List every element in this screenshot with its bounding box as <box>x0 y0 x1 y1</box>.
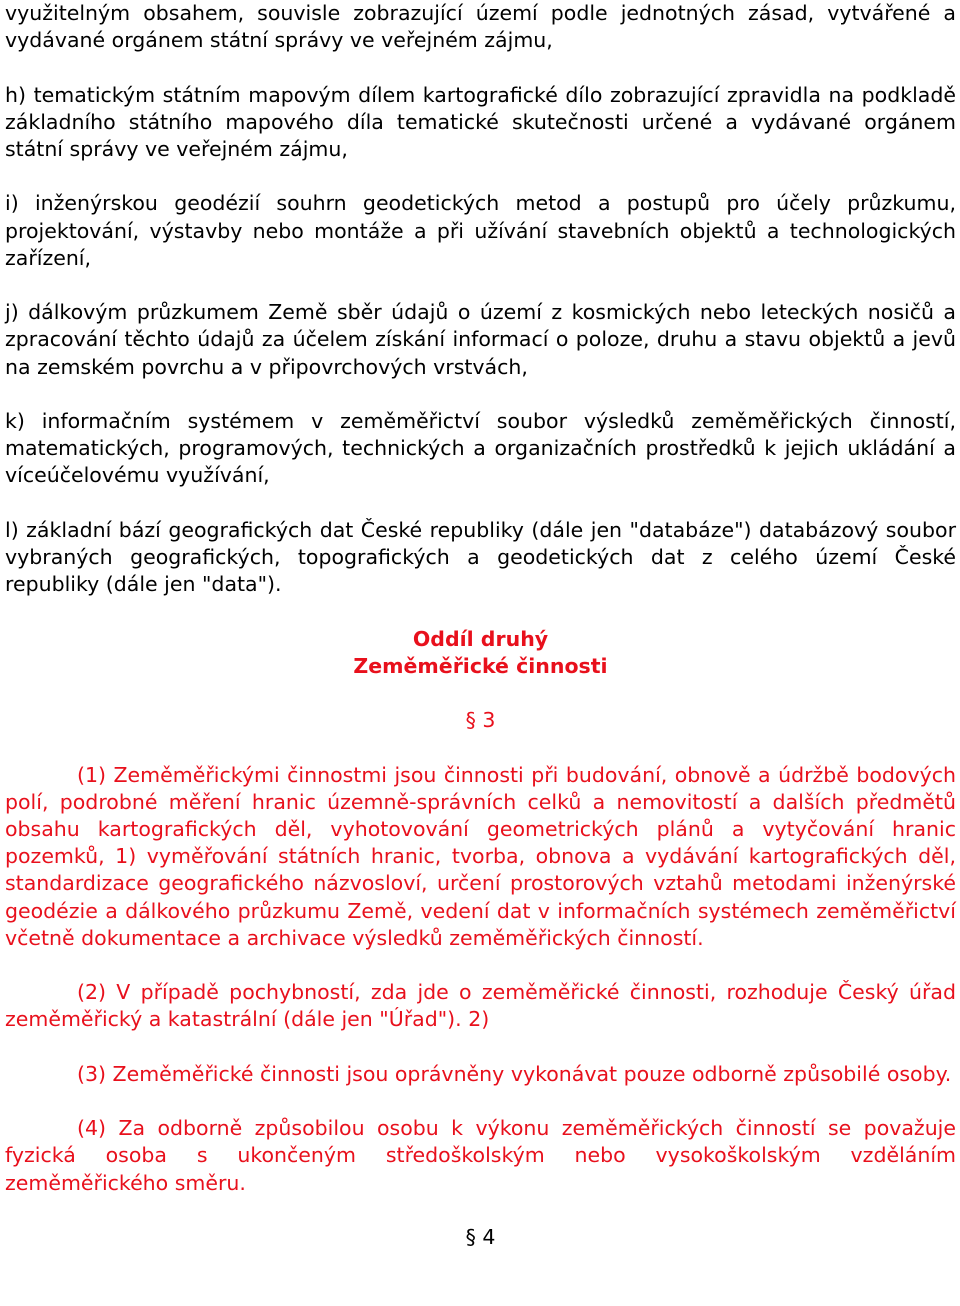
part-subtitle: Zeměměřické činnosti <box>353 653 608 678</box>
spacer <box>5 381 956 408</box>
spacer <box>5 1197 956 1224</box>
paragraph-1: (1) Zeměměřickými činnostmi jsou činnosti při budování, obnově a údržbě bodových polí, podrobné měření hranic územně-správních celků a nemovitostí a dalších předmětů obsahu kartografických děl, vyhotovování geometrických plánů a vytyčování hranic pozemků, 1) vyměřování státních hranic, tvorba, obnova a vydávání kartografických děl, standardizace geografického názvosloví, určení prostorových vztahů metodami inženýrské geodézie a dálkového průzkumu Země, vedení dat v informačních systémech zeměměřictví včetně dokumentace a archivace výsledků zeměměřických činností. <box>5 762 956 950</box>
spacer <box>5 734 956 761</box>
spacer <box>5 680 956 707</box>
spacer <box>5 54 956 81</box>
definition-l: l) základní bází geografických dat České republiky (dále jen "databáze") databázový soubor vybraných geografických, topografických a geodetických dat z celého území České republiky (dále jen "data"). <box>5 517 956 597</box>
definition-h: h) tematickým státním mapovým dílem kartografické dílo zobrazující zpravidla na podkladě základního státního mapového díla tematické skutečnosti určené a vydávané orgánem státní správy ve veřejném zájmu, <box>5 82 956 161</box>
definition-i: i) inženýrskou geodézií souhrn geodetických metod a postupů pro účely průzkumu, projektování, výstavby nebo montáže a při užívání stavebních objektů a technologických zařízení, <box>5 191 956 270</box>
paragraph-3: (3) Zeměměřické činnosti jsou oprávněny vykonávat pouze odborně způsobilé osoby. <box>77 1061 952 1086</box>
definition-k: k) informačním systémem v zeměměřictví soubor výsledků zeměměřických činností, matematických, programových, technických a organizačních prostředků k jejich ukládání a víceúčelovému využívání, <box>5 408 956 488</box>
definition-j: j) dálkovým průzkumem Země sběr údajů o území z kosmických nebo leteckých nosičů a zpracování těchto údajů za účelem získání informací o poloze, druhu a stavu objektů a jevů na zemském povrchu a v připovrchových vrstvách, <box>5 300 956 379</box>
spacer <box>5 952 956 979</box>
spacer <box>5 490 956 517</box>
spacer <box>5 272 956 299</box>
section-3-mark: § 3 <box>465 708 496 733</box>
spacer <box>5 598 956 625</box>
lead-paragraph: využitelným obsahem, souvisle zobrazující území podle jednotných zásad, vytvářené a vydávané orgánem státní správy ve veřejném zájmu, <box>5 1 956 53</box>
paragraph-4: (4) Za odborně způsobilou osobu k výkonu zeměměřických činností se považuje fyzická osoba s ukončeným středoškolským nebo vysokoškolským vzděláním zeměměřického směru. <box>5 1116 956 1195</box>
section-4-mark: § 4 <box>465 1224 496 1249</box>
spacer <box>5 163 956 190</box>
paragraph-2: (2) V případě pochybností, zda jde o zeměměřické činnosti, rozhoduje Český úřad zeměměřický a katastrální (dále jen "Úřad"). 2) <box>5 980 956 1032</box>
spacer <box>5 1088 956 1115</box>
part-title: Oddíl druhý <box>412 626 549 651</box>
spacer <box>5 1034 956 1061</box>
